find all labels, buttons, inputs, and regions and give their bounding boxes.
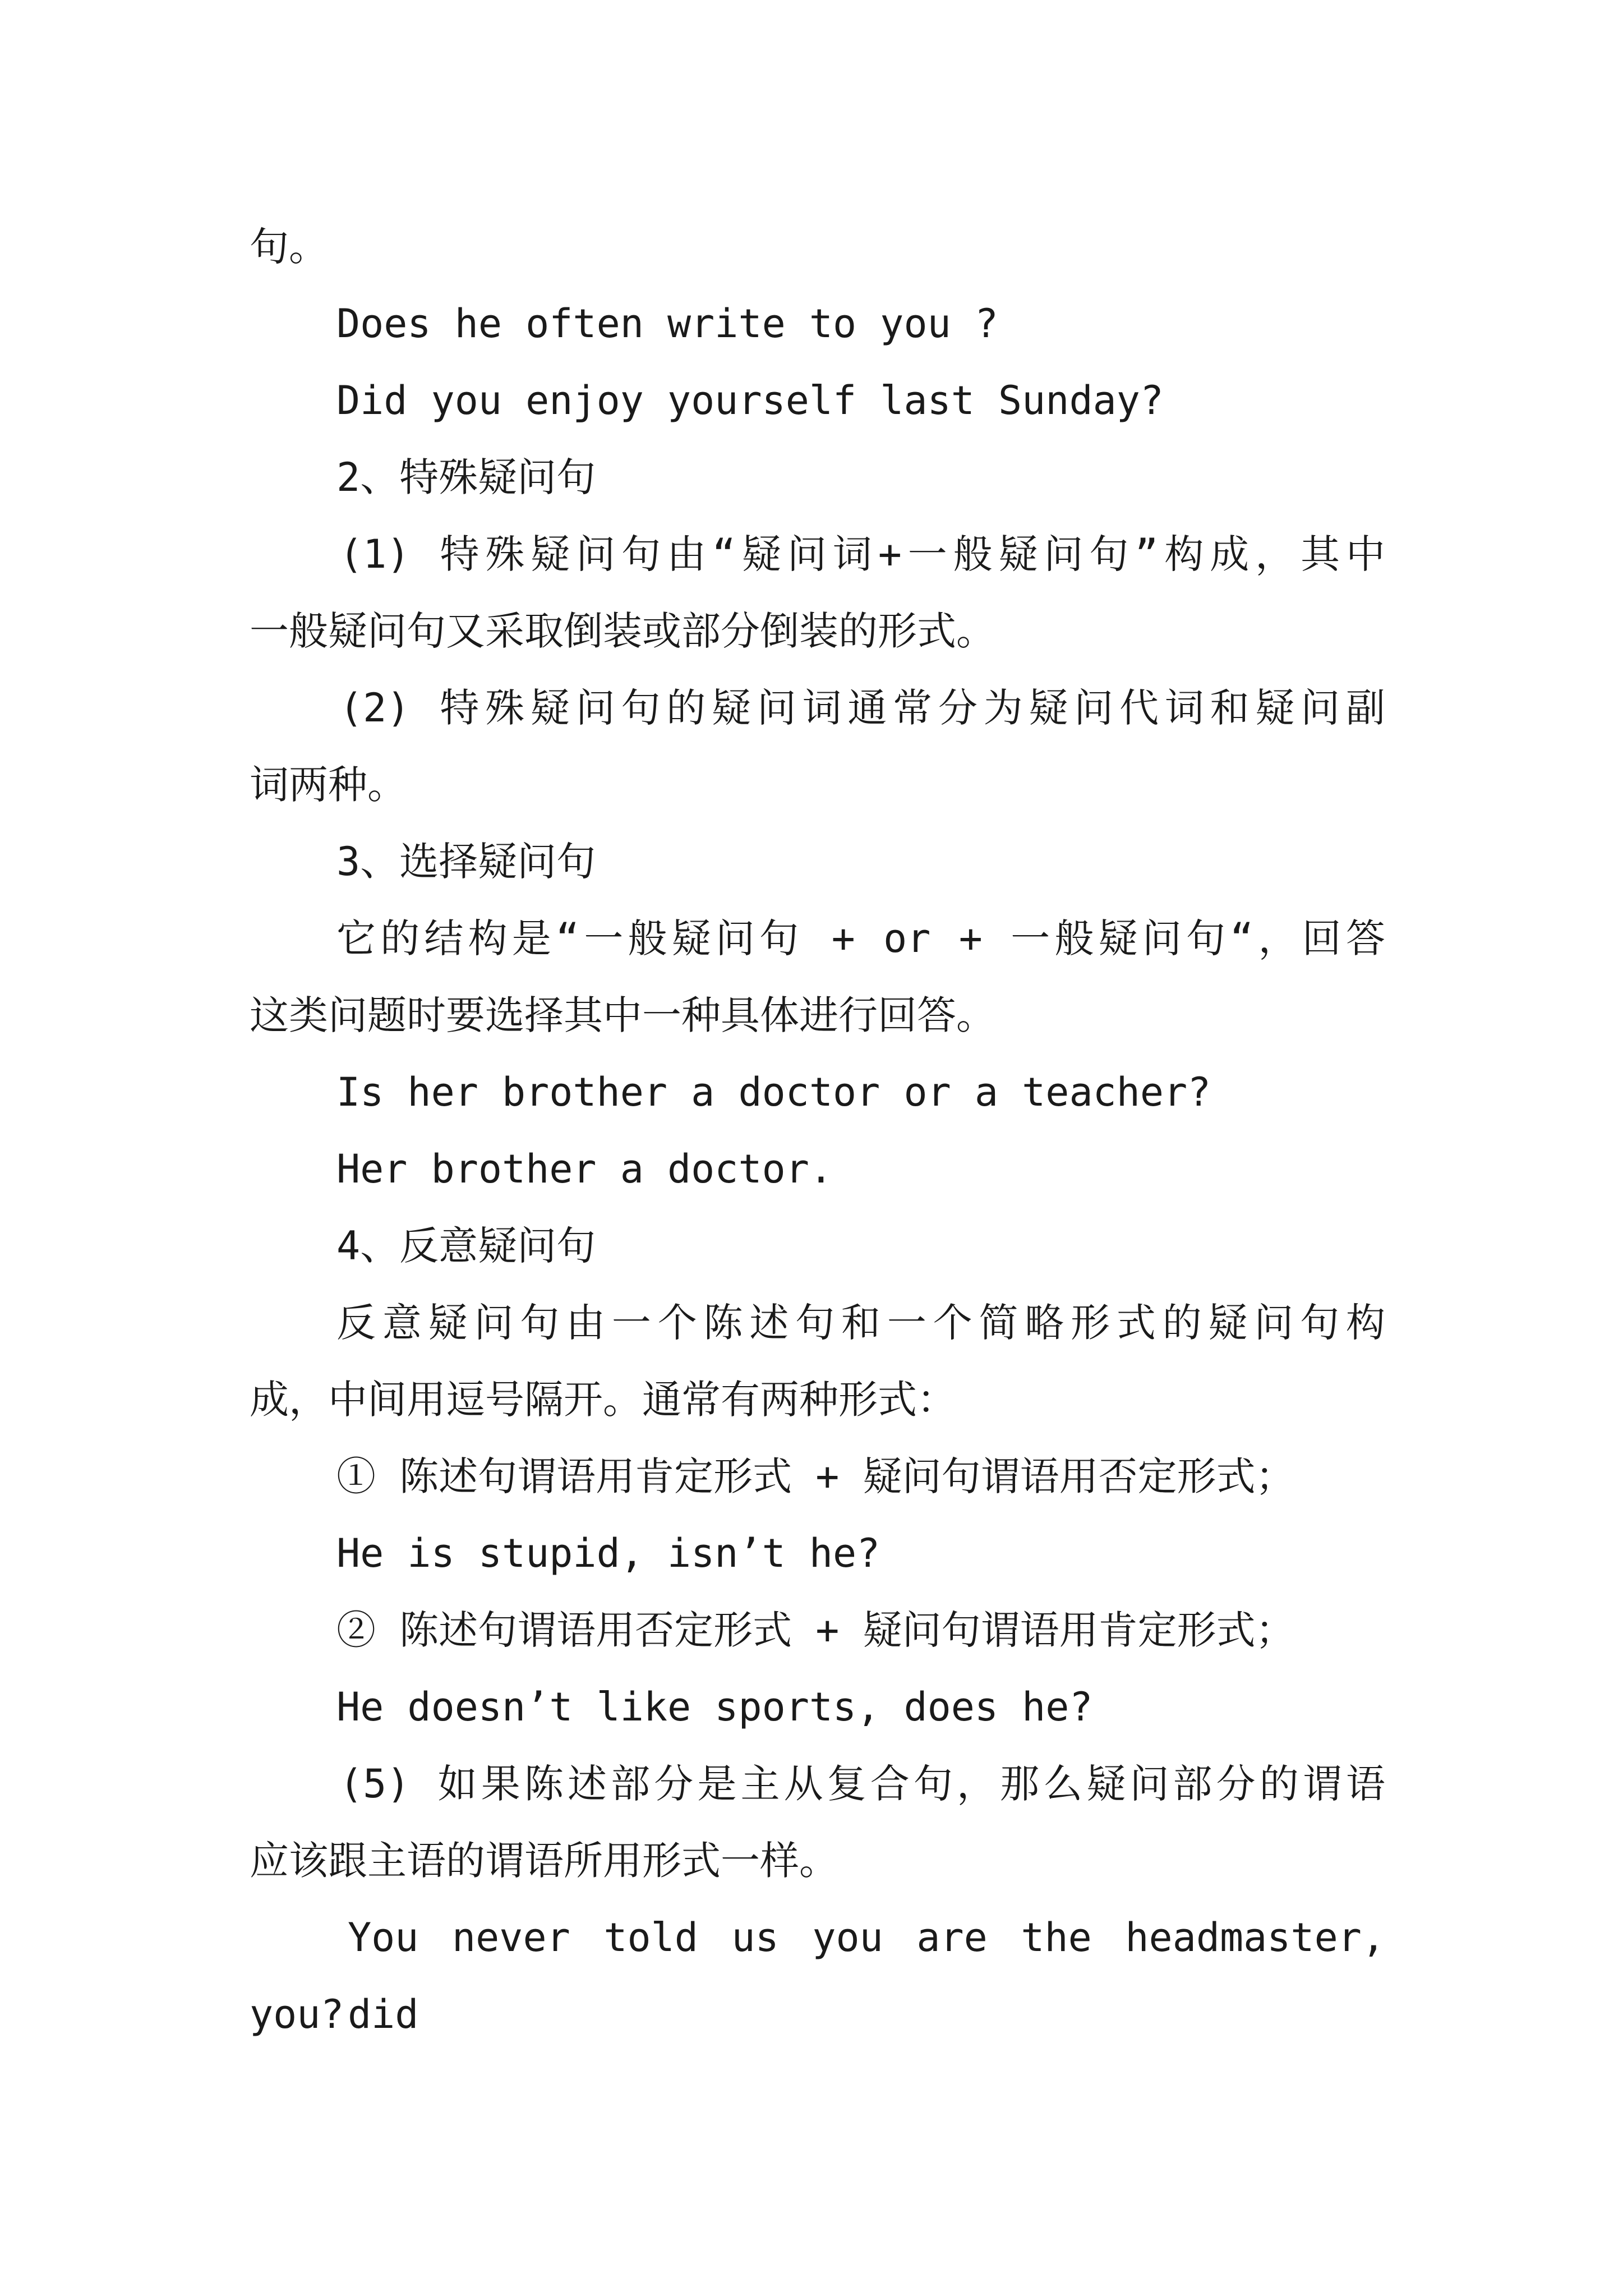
list-item: ① 陈述句谓语用肯定形式 + 疑问句谓语用否定形式； [336, 1453, 1295, 1499]
paragraph-line: 一般疑问句又采取倒装或部分倒装的形式。 [250, 608, 995, 654]
section-heading: 4、反意疑问句 [336, 1223, 596, 1269]
text-line: 句。 [250, 224, 328, 270]
paragraph-line: 反意疑问句由一个陈述句和一个简略形式的疑问句构 [336, 1300, 1385, 1346]
paragraph-line: 这类问题时要选择其中一种具体进行回答。 [250, 992, 995, 1038]
example-sentence: He is stupid, isn’t he? [336, 1530, 880, 1576]
paragraph-line: (1) 特殊疑问句由“疑问词+一般疑问句”构成，其中 [339, 531, 1385, 577]
example-sentence: Is her brother a doctor or a teacher? [336, 1069, 1211, 1115]
example-sentence: Her brother a doctor. [336, 1146, 833, 1192]
paragraph-line: (5) 如果陈述部分是主从复合句，那么疑问部分的谓语 [339, 1761, 1385, 1807]
example-sentence: You never told us you are the headmaster, did [348, 1915, 1385, 2037]
section-heading: 3、选择疑问句 [336, 839, 596, 885]
paragraph-line: 词两种。 [250, 762, 407, 808]
example-sentence: you? [250, 1991, 344, 2037]
example-sentence: He doesn’t like sports, does he? [336, 1684, 1093, 1730]
example-sentence: Does he often write to you ? [336, 301, 999, 347]
paragraph-line: 应该跟主语的谓语所用形式一样。 [250, 1838, 838, 1884]
paragraph-line: 成，中间用逗号隔开。通常有两种形式： [250, 1377, 956, 1423]
paragraph-line: 它的结构是“一般疑问句 + or + 一般疑问句“，回答 [336, 915, 1385, 961]
example-sentence: Did you enjoy yourself last Sunday? [336, 378, 1164, 424]
section-heading: 2、特殊疑问句 [336, 454, 596, 500]
paragraph-line: (2) 特殊疑问句的疑问词通常分为疑问代词和疑问副 [339, 685, 1385, 731]
document-body [250, 209, 1385, 2053]
list-item: ② 陈述句谓语用否定形式 + 疑问句谓语用肯定形式； [336, 1607, 1295, 1653]
